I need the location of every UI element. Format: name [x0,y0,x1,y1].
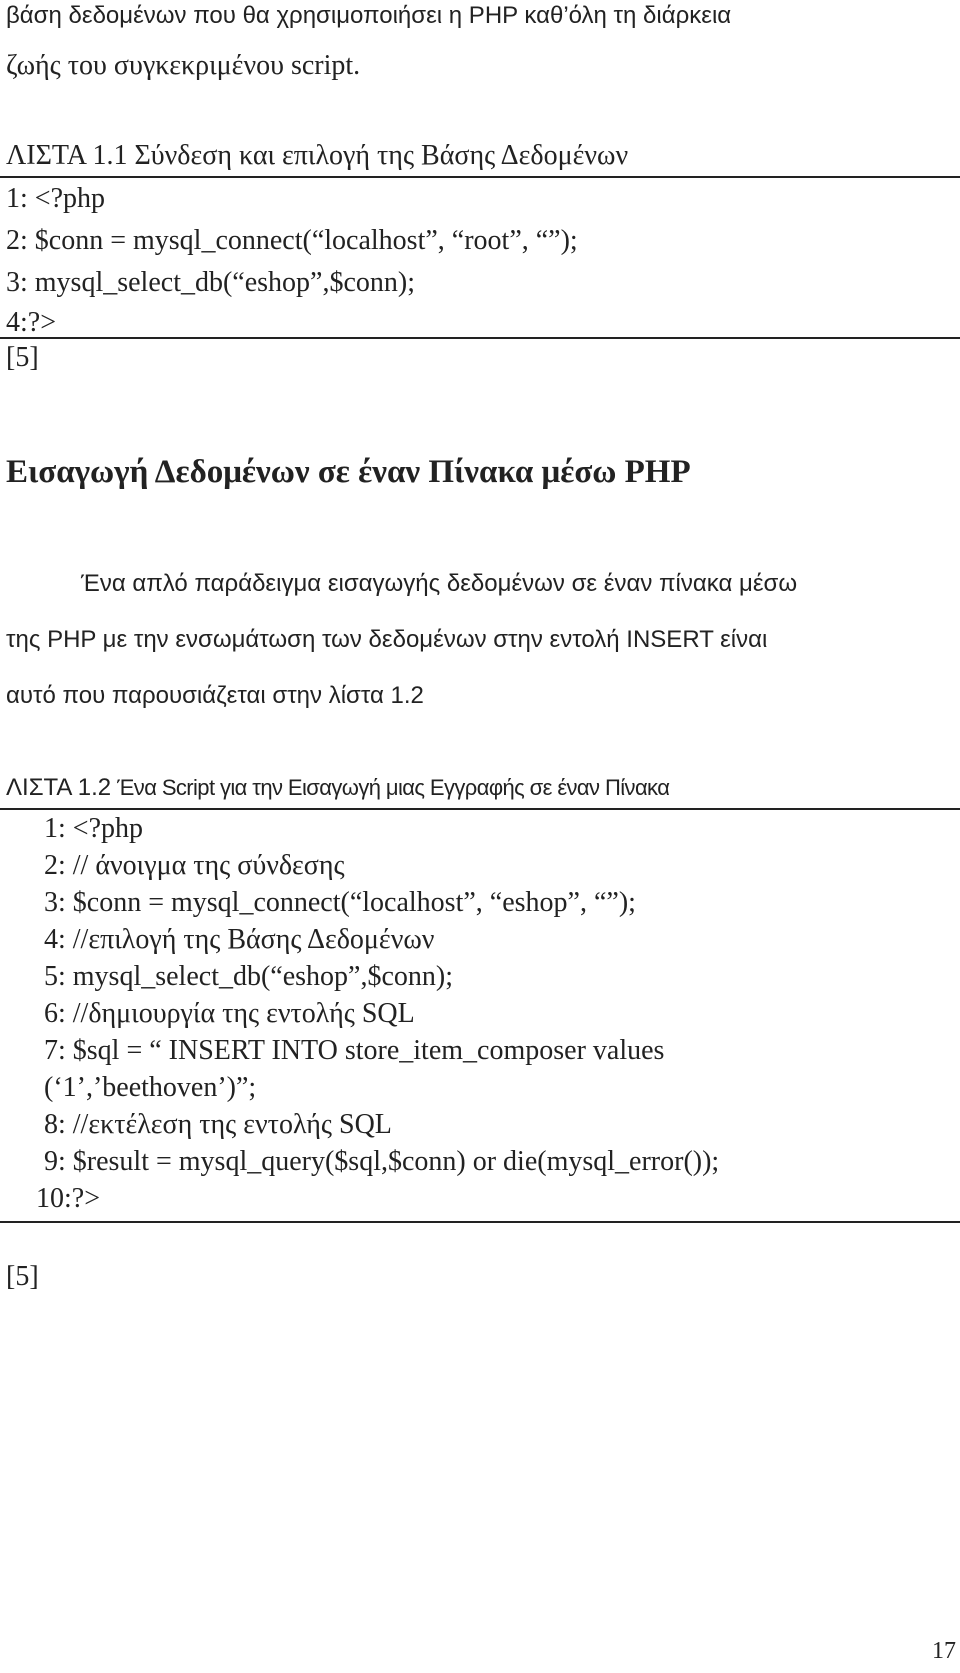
listing-1-caption: ΛΙΣΤΑ 1.1 Σύνδεση και επιλογή της Βάσης Δεδομένων [6,140,629,171]
listing-2-line-8: 8: //εκτέλεση της εντολής SQL [44,1109,392,1140]
listing-2-line-2: 2: // άνοιγμα της σύνδεσης [44,850,345,881]
page-number: 17 [932,1638,956,1664]
listing-1-bottom-rule [0,337,960,339]
listing-2-caption [6,770,669,806]
listing-2-line-4: 4: //επιλογή της Βάσης Δεδομένων [44,924,435,955]
listing-1-reference: [5] [6,342,39,373]
listing-2-line-6: 6: //δημιουργία της εντολής SQL [44,998,415,1029]
listing-2-line-7: 7: $sql = “ INSERT INTO store_item_composer values [44,1035,665,1066]
section-paragraph-line-3: αυτό που παρουσιάζεται στην λίστα 1.2 [6,682,424,709]
listing-1-line-3: 3: mysql_select_db(“eshop”,$conn); [6,267,416,298]
listing-2-line-9: 9: $result = mysql_query($sql,$conn) or die(mysql_error()); [44,1146,720,1177]
listing-2-line-3: 3: $conn = mysql_connect(“localhost”, “eshop”, “”); [44,887,636,918]
listing-2-bottom-rule [0,1221,960,1223]
intro-line-2: ζωής του συγκεκριμένου script. [6,50,361,81]
listing-2-line-10: 10:?> [36,1183,100,1214]
listing-1-line-2: 2: $conn = mysql_connect(“localhost”, “root”, “”); [6,225,578,256]
section-paragraph-line-1: Ένα απλό παράδειγμα εισαγωγής δεδομένων σε έναν πίνακα μέσω [81,570,798,597]
listing-2-reference: [5] [6,1261,39,1292]
listing-1-line-4: 4:?> [6,307,56,338]
listing-2-line-5: 5: mysql_select_db(“eshop”,$conn); [44,961,454,992]
listing-2-line-1: 1: <?php [44,813,143,844]
intro-line-1: βάση δεδομένων που θα χρησιμοποιήσει η PHP καθ’όλη τη διάρκεια [6,2,732,29]
listing-2-line-7-continued: (‘1’,’beethoven’)”; [44,1072,257,1103]
listing-1-line-1: 1: <?php [6,183,105,214]
listing-1-top-rule [0,176,960,178]
section-paragraph-line-2: της PHP με την ενσωμάτωση των δεδομένων στην εντολή INSERT είναι [6,626,768,653]
listing-2-caption-prefix: ΛΙΣΤΑ 1.2 [6,774,112,801]
listing-2-top-rule [0,808,960,810]
section-heading: Εισαγωγή Δεδομένων σε έναν Πίνακα μέσω PHP [6,454,691,490]
listing-2-caption-text: Ένα Script για την Εισαγωγή μιας Εγγραφής σε έναν Πίνακα [117,775,670,800]
